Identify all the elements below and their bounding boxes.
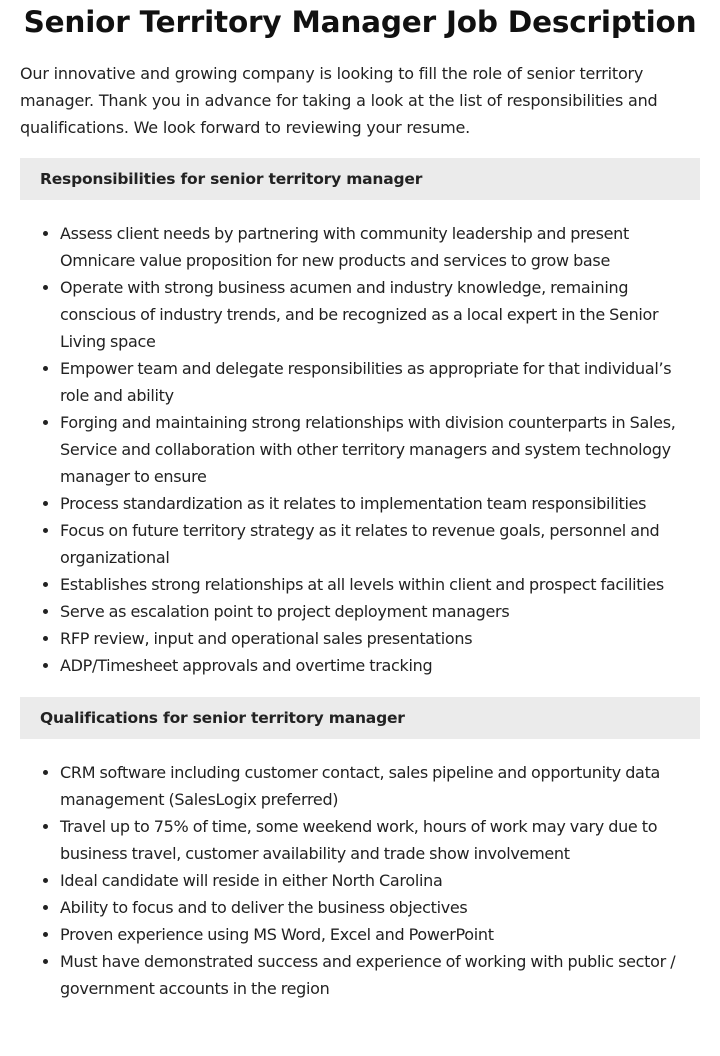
qualifications-list — [20, 759, 700, 1002]
list-item: Assess client needs by partnering with community leadership and present Omnicare value proposition for new products and services to grow base — [60, 220, 700, 274]
list-item: Empower team and delegate responsibilities as appropriate for that individual’s role and ability — [60, 355, 700, 409]
page-title: Senior Territory Manager Job Description — [23, 5, 697, 39]
qualifications-heading: Qualifications for senior territory manager — [20, 697, 700, 739]
list-item: Proven experience using MS Word, Excel and PowerPoint — [60, 921, 700, 948]
list-item: Establishes strong relationships at all levels within client and prospect facilities — [60, 571, 700, 598]
list-item: RFP review, input and operational sales presentations — [60, 625, 700, 652]
list-item: CRM software including customer contact, sales pipeline and opportunity data management (SalesLogix preferred) — [60, 759, 700, 813]
list-item: Serve as escalation point to project deployment managers — [60, 598, 700, 625]
responsibilities-heading: Responsibilities for senior territory manager — [20, 158, 700, 200]
responsibilities-list — [20, 220, 700, 679]
list-item: ADP/Timesheet approvals and overtime tracking — [60, 652, 700, 679]
list-item: Focus on future territory strategy as it relates to revenue goals, personnel and organizational — [60, 517, 700, 571]
list-item: Ideal candidate will reside in either North Carolina — [60, 867, 700, 894]
list-item: Travel up to 75% of time, some weekend work, hours of work may vary due to business travel, customer availability and trade show involvement — [60, 813, 700, 867]
list-item: Operate with strong business acumen and industry knowledge, remaining conscious of industry trends, and be recognized as a local expert in the Senior Living space — [60, 274, 700, 355]
list-item: Process standardization as it relates to implementation team responsibilities — [60, 490, 700, 517]
intro-paragraph: Our innovative and growing company is looking to fill the role of senior territory manager. Thank you in advance for taking a look at the list of responsibilities and qualifications. We look forward to reviewing your resume. — [20, 64, 658, 137]
list-item: Ability to focus and to deliver the business objectives — [60, 894, 700, 921]
list-item: Must have demonstrated success and experience of working with public sector / government accounts in the region — [60, 948, 700, 1002]
list-item: Forging and maintaining strong relationships with division counterparts in Sales, Service and collaboration with other territory managers and system technology manager to ensure — [60, 409, 700, 490]
